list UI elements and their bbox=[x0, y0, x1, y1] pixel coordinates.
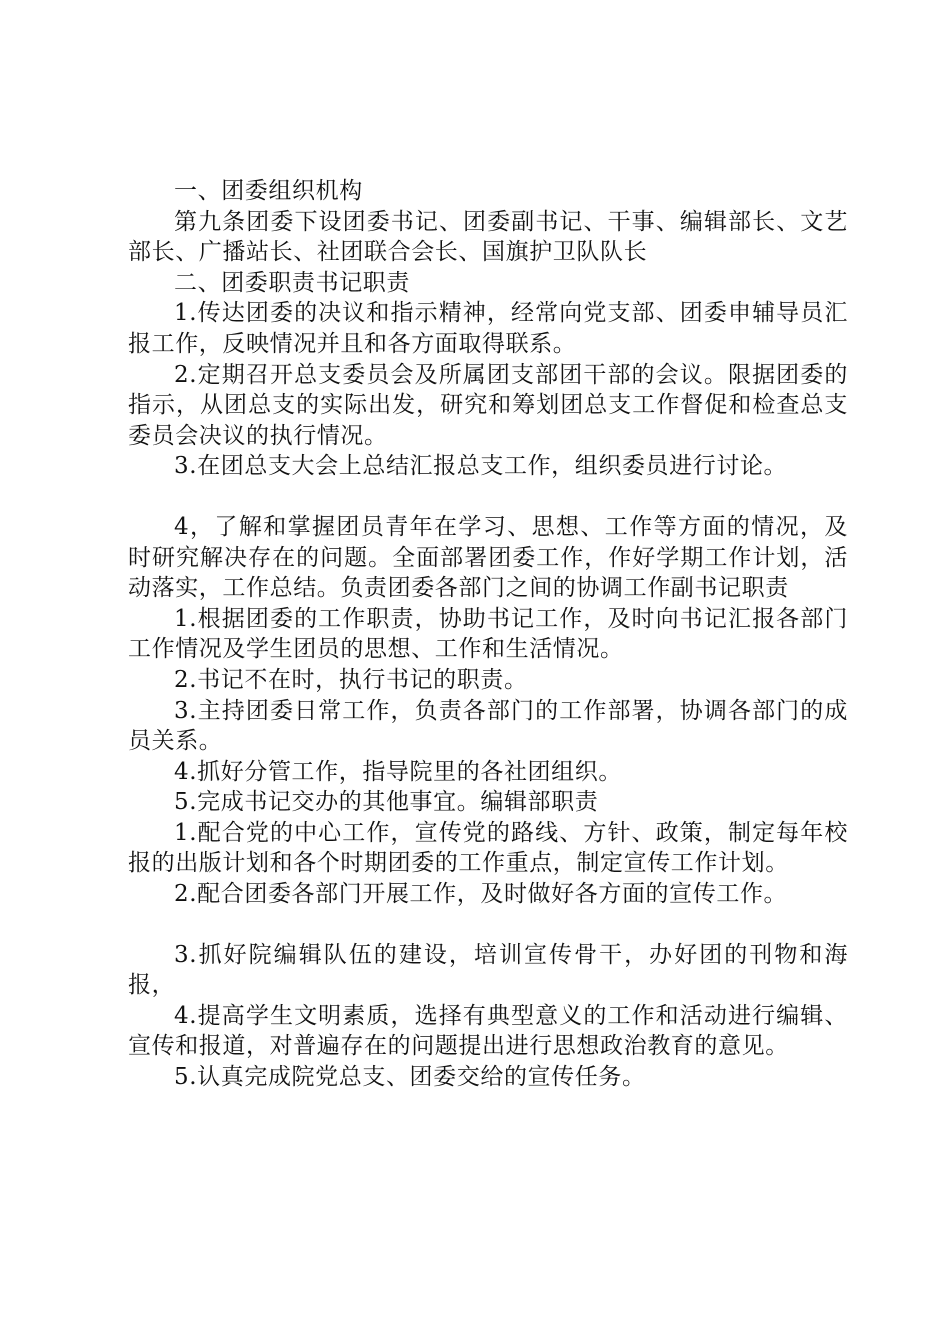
section-heading-organization: 一、团委组织机构 bbox=[174, 178, 363, 204]
paragraph-gap bbox=[128, 910, 848, 940]
paragraph-secretary-duty-4: 4，了解和掌握团员青年在学习、思想、工作等方面的情况，及时研究解决存在的问题。全面部署团委工作，作好学期工作计划，活动落实，工作总结。负责团委各部门之间的协调工作副书记职责 bbox=[128, 513, 848, 602]
paragraph-gap bbox=[128, 482, 848, 512]
paragraph-secretary-duty-3: 3.在团总支大会上总结汇报总支工作，组织委员进行讨论。 bbox=[174, 453, 788, 480]
paragraph-secretary-duty-1: 1.传达团委的决议和指示精神，经常向党支部、团委申辅导员汇报工作，反映情况并且和各方面取得联系。 bbox=[128, 300, 848, 357]
paragraph-deputy-duty-1: 1.根据团委的工作职责，协助书记工作，及时向书记汇报各部门工作情况及学生团员的思想、工作和生活情况。 bbox=[128, 605, 848, 663]
document-body bbox=[128, 176, 848, 1093]
paragraph-secretary-duty-2: 2.定期召开总支委员会及所属团支部团干部的会议。限据团委的指示，从团总支的实际出发，研究和筹划团总支工作督促和检查总支委员会决议的执行情况。 bbox=[128, 361, 848, 449]
paragraph-editorial-duty-2: 2.配合团委各部门开展工作，及时做好各方面的宣传工作。 bbox=[174, 881, 788, 908]
section-heading-duties: 二、团委职责书记职责 bbox=[174, 269, 410, 296]
paragraph-deputy-duty-5: 5.完成书记交办的其他事宜。编辑部职责 bbox=[174, 789, 599, 816]
paragraph-editorial-duty-3: 3.抓好院编辑队伍的建设，培训宣传骨干，办好团的刊物和海报， bbox=[128, 941, 848, 999]
paragraph-editorial-duty-4: 4.提高学生文明素质，选择有典型意义的工作和活动进行编辑、宣传和报道，对普遍存在的问题提出进行思想政治教育的意见。 bbox=[128, 1002, 848, 1060]
paragraph-deputy-duty-2: 2.书记不在时，执行书记的职责。 bbox=[174, 666, 528, 693]
paragraph-deputy-duty-3: 3.主持团委日常工作，负责各部门的工作部署，协调各部门的成员关系。 bbox=[128, 697, 848, 755]
paragraph-editorial-duty-1: 1.配合党的中心工作，宣传党的路线、方针、政策，制定每年校报的出版计划和各个时期团委的工作重点，制定宣传工作计划。 bbox=[128, 819, 848, 877]
paragraph-deputy-duty-4: 4.抓好分管工作，指导院里的各社团组织。 bbox=[174, 758, 622, 785]
paragraph-editorial-duty-5: 5.认真完成院党总支、团委交给的宣传任务。 bbox=[174, 1064, 646, 1091]
paragraph-article-nine: 第九条团委下设团委书记、团委副书记、干事、编辑部长、文艺部长、广播站长、社团联合会长、国旗护卫队队长 bbox=[128, 208, 848, 266]
